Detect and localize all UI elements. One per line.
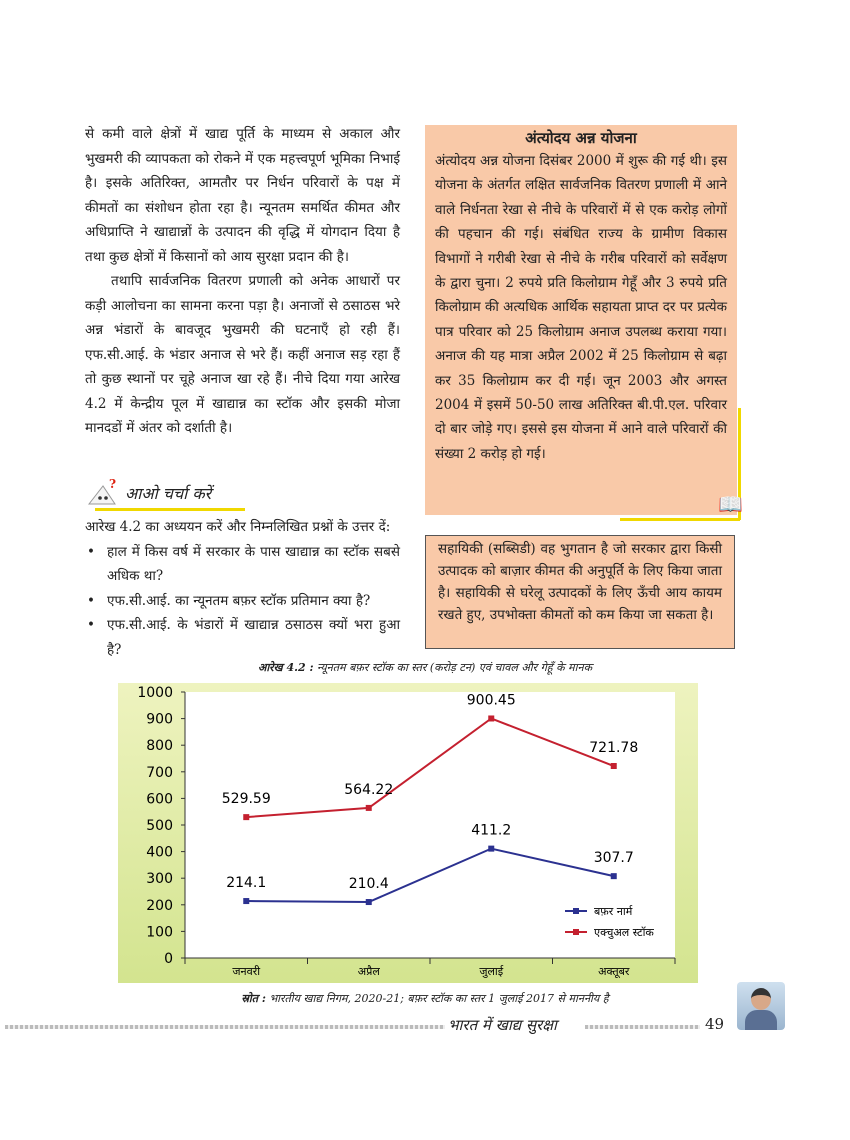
x-tick-label: जनवरी: [232, 965, 261, 978]
legend-label: बफ़र नार्म: [594, 905, 633, 918]
legend-label: एक्चुअल स्टॉक: [594, 926, 654, 939]
caption-text: न्यूनतम बफ़र स्टॉक का स्तर (करोड़ टन) एवं चावल और गेहूँ के मानक: [317, 661, 593, 674]
chart-source: [0, 991, 850, 1006]
discussion-heading: [85, 478, 245, 512]
y-tick-label: 800: [146, 738, 173, 755]
data-label: 564.22: [344, 781, 394, 798]
y-tick-label: 0: [164, 951, 173, 967]
data-label: 307.7: [593, 850, 634, 867]
page-number: 49: [705, 1015, 725, 1033]
data-label: 900.45: [466, 692, 516, 709]
data-label: 214.1: [226, 875, 267, 892]
x-tick-label: अक्तूबर: [598, 965, 630, 978]
subsidy-definition-box: [425, 535, 735, 649]
y-tick-label: 700: [146, 764, 173, 781]
data-point: [243, 814, 249, 820]
y-tick-label: 1000: [137, 685, 173, 701]
data-point: [488, 715, 494, 721]
data-point: [366, 805, 372, 811]
source-text: भारतीय खाद्य निगम, 2020-21; बफ़र स्टॉक का स्तर 1 जुलाई 2017 से माननीय है: [269, 992, 609, 1005]
caption-label: आरेख 4.2 :: [257, 661, 314, 674]
y-tick-label: 900: [146, 711, 173, 728]
data-point: [366, 899, 372, 905]
buffer-stock-chart: [118, 683, 698, 983]
decorative-line: [620, 518, 740, 521]
questions-intro: आरेख 4.2 का अध्ययन करें और निम्नलिखित प्रश्नों के उत्तर दें:: [85, 519, 391, 535]
student-avatar: [737, 982, 785, 1030]
source-label: स्रोत :: [241, 992, 266, 1005]
chart-svg: [118, 683, 698, 983]
data-point: [488, 846, 494, 852]
question-item: • एफ.सी.आई. के भंडारों में खाद्यान्न ठसाठस क्यों भरा हुआ है?: [85, 613, 400, 662]
discussion-title: आओ चर्चा करें: [125, 484, 212, 503]
page-footer: [0, 1015, 850, 1039]
y-tick-label: 400: [146, 844, 173, 861]
y-tick-label: 100: [146, 924, 173, 941]
y-tick-label: 300: [146, 871, 173, 888]
decorative-border: [585, 1025, 700, 1029]
svg-text:?: ?: [109, 478, 117, 491]
x-tick-label: अप्रैल: [357, 965, 380, 978]
chart-caption: [0, 660, 850, 675]
plot-area: [185, 692, 675, 958]
discussion-character-icon: [85, 478, 125, 510]
data-point: [611, 763, 617, 769]
legend-marker: [573, 908, 579, 914]
footer-title: भारत में खाद्य सुरक्षा: [448, 1016, 557, 1034]
data-point: [611, 873, 617, 879]
question-item: • एफ.सी.आई. का न्यूनतम बफ़र स्टॉक प्रतिमान क्या है?: [85, 589, 400, 614]
data-label: 411.2: [471, 822, 512, 839]
data-label: 721.78: [589, 740, 639, 757]
paragraph: तथापि सार्वजनिक वितरण प्रणाली को अनेक आधारों पर कड़ी आलोचना का सामना करना पड़ा है। अनाजों से ठसाठस भरे अन्न भंडारों के बावजूद भुखमरी की घटनाएँ हो रही हैं। एफ.सी.आई. के भंडार अनाज से भरे हैं। कहीं अनाज सड़ रहा हैं तो कुछ स्थानों पर चूहे अनाज खा रहे हैं। नीचे दिया गया आरेख 4.2 में केन्द्रीय पूल में खाद्यान्न का स्टॉक और इसकी मोजा मानदडों में अंतर को दर्शाती है।: [85, 273, 400, 436]
reading-character-icon: 📖: [718, 492, 743, 516]
discussion-questions: [85, 515, 400, 662]
decorative-border: [5, 1025, 445, 1029]
y-tick-label: 200: [146, 897, 173, 914]
question-item: • हाल में किस वर्ष में सरकार के पास खाद्यान्न का स्टॉक सबसे अधिक था?: [85, 540, 400, 589]
x-tick-label: जुलाई: [479, 965, 504, 978]
y-tick-label: 600: [146, 791, 173, 808]
data-point: [243, 898, 249, 904]
legend-marker: [573, 929, 579, 935]
paragraph: से कमी वाले क्षेत्रों में खाद्य पूर्ति के माध्यम से अकाल और भुखमरी की व्यापकता को रोकने में एक महत्त्वपूर्ण भूमिका निभाई है। इसके अतिरिक्त, आमतौर पर निर्धन परिवारों के पक्ष में कीमतों का संशोधन होता रहा है। न्यूनतम समर्थित कीमत और अधिप्राप्ति ने खाद्यान्नों के उत्पादन की वृद्धि में योगदान दिया है तथा कुछ क्षेत्रों में किसानों को आय सुरक्षा प्रदान की है।: [85, 126, 400, 265]
data-label: 529.59: [221, 791, 271, 808]
left-column: [85, 122, 400, 441]
box-title: अंत्योदय अन्न योजना: [525, 129, 637, 147]
title-underline: [95, 508, 245, 511]
data-label: 210.4: [348, 876, 389, 893]
antyodaya-info-box: [425, 125, 737, 515]
box-text: अंत्योदय अन्न योजना दिसंबर 2000 में शुरू की गई थी। इस योजना के अंतर्गत लक्षित सार्वजनिक वितरण प्रणाली में आने वाले निर्धनता रेखा से नीचे के परिवारों में से एक करोड़ लोगों की पहचान की गई। संबंधित राज्य के ग्रामीण विकास विभागों ने गरीबी रेखा से नीचे के गरीब परिवारों को सर्वेक्षण के द्वारा चुना। 2 रुपये प्रति किलोग्राम गेहूँ और 3 रुपये प्रति किलोग्राम की अत्यधिक आर्थिक सहायता प्राप्त दर पर प्रत्येक पात्र परिवार को 25 किलोग्राम अनाज उपलब्ध कराया गया। अनाज की यह मात्रा अप्रैल 2002 में 25 किलोग्राम से बढ़ा कर 35 किलोग्राम कर दी गई। जून 2003 और अगस्त 2004 में इसमें 50-50 लाख अतिरिक्त बी.पी.एल. परिवार दो बार जोड़े गए। इससे इस योजना में आने वाले परिवारों की संख्या 2 करोड़ हो गई।: [435, 153, 727, 462]
y-tick-label: 500: [146, 818, 173, 834]
box-text: सहायिकी (सब्सिडी) वह भुगतान है जो सरकार द्वारा किसी उत्पादक को बाज़ार कीमत की अनुपूर्ति के लिए किया जाता है। सहायिकी से घरेलू उत्पादकों के लिए ऊँची आय कायम रखते हुए, उपभोक्ता कीमतों को कम किया जा सकता है।: [438, 541, 722, 623]
